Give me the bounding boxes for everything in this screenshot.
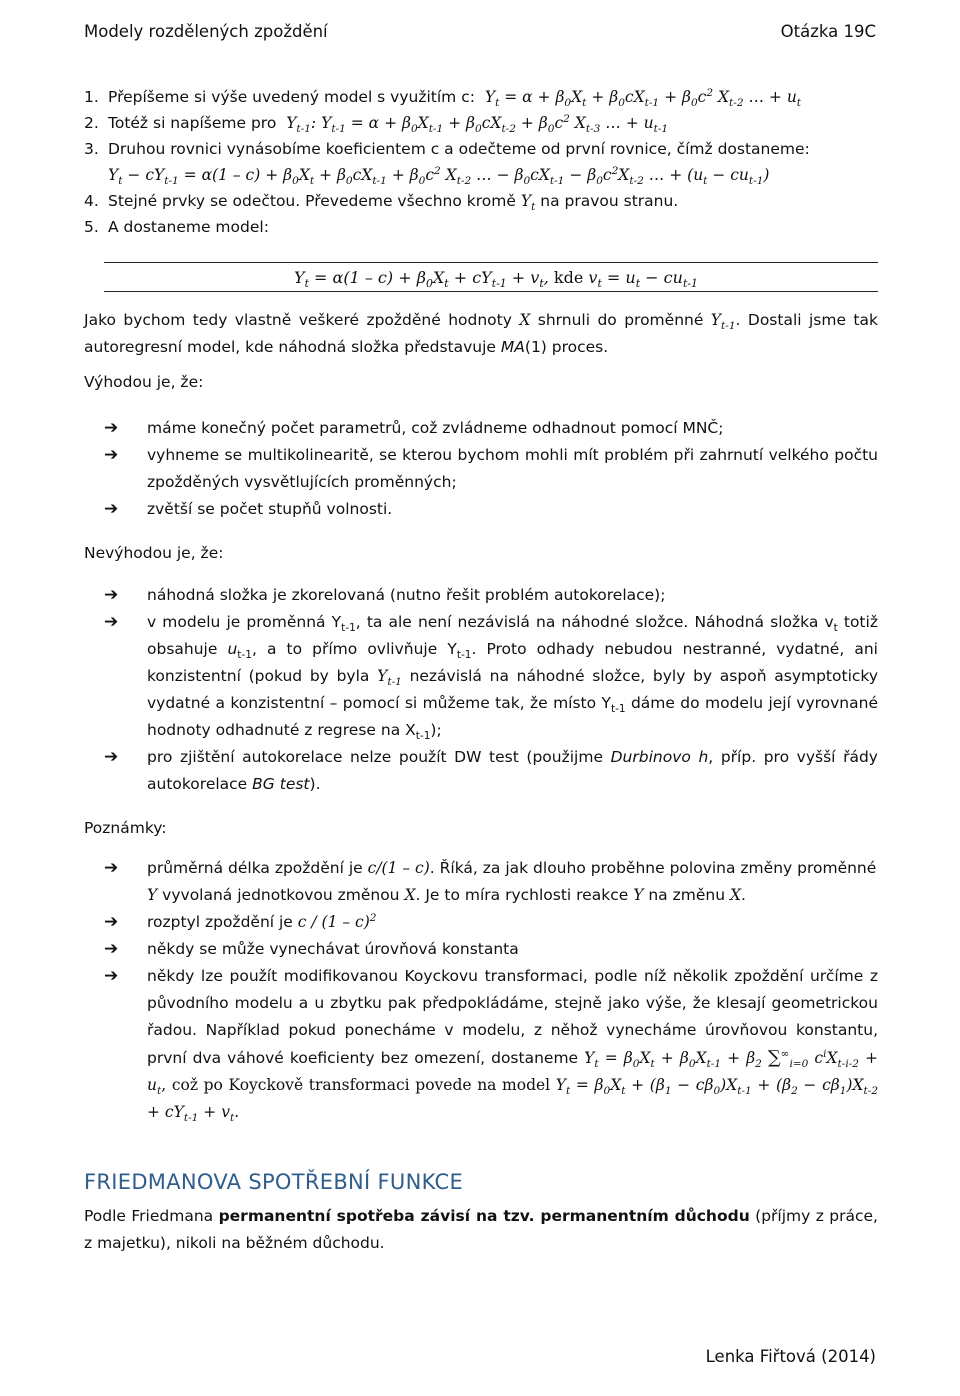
list-item: ➔ máme konečný počet parametrů, což zvládneme odhadnout pomocí MNČ; bbox=[104, 415, 878, 442]
numbered-list bbox=[84, 84, 878, 240]
arrow-icon: ➔ bbox=[104, 858, 119, 878]
arrow-icon: ➔ bbox=[104, 747, 119, 767]
arrow-icon: ➔ bbox=[104, 939, 119, 959]
header-right: Otázka 19C bbox=[780, 22, 876, 41]
header-left: Modely rozdělených zpoždění bbox=[84, 22, 328, 41]
section-title: FRIEDMANOVA SPOTŘEBNÍ FUNKCE bbox=[84, 1170, 464, 1194]
disadvantages-title: Nevýhodou je, že: bbox=[84, 544, 224, 562]
list-item: ➔ v modelu je proměnná $Y_{t-1}$, ta ale není nezávislá na náhodné složce. Náhodná složka $v_t$ totiž obsahuje $u_{t-1}$, a to přímo ovlivňuje $Y_{t-1}$. Proto odhady nebudou nestranné, vydatné, ani konzistentní (pokud by byla $Y_{t-1}$ nezávislá na náhodné složce, byly by aspoň asymptoticky vydatné a konzistentní – pomocí si můžeme tak, že místo $Y_{t-1}$ dáme do modelu její vyrovnané hodnoty odhadnuté z regrese na $X_{t-1}$); bbox=[104, 609, 878, 744]
list-item: 1. Přepíšeme si výše uvedený model s využitím c: $Y_t = \alpha + \beta_0X_t + \beta_0cX_{t-1} + \beta_0c^2$ $X_{t-2}$ … + $u_t$ bbox=[84, 86, 802, 110]
arrow-icon: ➔ bbox=[104, 585, 119, 605]
list-item: 3. Druhou rovnici vynásobíme koeficientem c a odečteme od první rovnice, čímž dostaneme: bbox=[84, 140, 810, 158]
list-item: ➔ náhodná složka je zkorelovaná (nutno řešit problém autokorelace); bbox=[104, 582, 878, 609]
list-item: ➔ pro zjištění autokorelace nelze použít DW test (použijme Durbinovo h, příp. pro vyšší řády autokorelace BG test). bbox=[104, 744, 878, 798]
list-item: ➔ někdy lze použít modifikovanou Koyckovu transformaci, podle níž několik zpoždění určíme z původního modelu a u zbytku pak předpokládáme, stejně jako výše, že klesají geometrickou řadou. Například pokud ponecháme v modelu, z něhož vynecháme úrovňovou konstantu, první dva váhové koeficienty bez omezení, dostaneme $Y_t = \beta_0X_t + \beta_0X_{t-1} + \beta_2$ $\sum^\infty_{i=0}$ $c^iX_{t-i-2} + u_t$, což po Koyckově transformaci povede na model $Y_t = \beta_0X_t + (\beta_1 - c\beta_0)X_{t-1} + (\beta_2 - c\beta_1)X_{t-2} + cY_{t-1} + v_t$. bbox=[104, 963, 878, 1126]
arrow-icon: ➔ bbox=[104, 418, 119, 438]
equation-difference: $Y_t - cY_{t-1} = \alpha(1 - c) + \beta_0X_t + \beta_0cX_{t-1} + \beta_0c^2$ $X_{t-2}$ … − $\beta_0cX_{t-1} - \beta_0c^2X_{t-2}$ … + $(u_t - cu_{t-1})$ bbox=[108, 164, 770, 188]
paragraph-autoregressive: Jako bychom tedy vlastně veškeré zpožděné hodnoty X shrnuli do proměnné $Y_{t-1}$. Dostali jsme tak autoregresní model, kde náhodná složka představuje MA(1) proces. bbox=[84, 311, 878, 356]
list-item: 2. Totéž si napíšeme pro $Y_{t-1}$: $Y_{t-1} = \alpha + \beta_0X_{t-1} + \beta_0cX_{t-2} + \beta_0c^2$ $X_{t-3}$ … + $u_{t-1}$ bbox=[84, 112, 669, 136]
list-item: ➔ někdy se může vynechávat úrovňová konstanta bbox=[104, 936, 878, 963]
arrow-icon: ➔ bbox=[104, 499, 119, 519]
model-equation: $Y_t = \alpha(1 - c) + \beta_0X_t + cY_{t-1} + v_t$, kde $v_t = u_t - cu_{t-1}$ bbox=[294, 268, 698, 291]
list-item: ➔ zvětší se počet stupňů volnosti. bbox=[104, 496, 878, 523]
arrow-icon: ➔ bbox=[104, 612, 119, 632]
list-item: ➔ průměrná délka zpoždění je c/(1 – c). Říká, za jak dlouho proběhne polovina změny proměnné Y vyvolaná jednotkovou změnou X. Je to míra rychlosti reakce Y na změnu X. bbox=[104, 855, 878, 909]
footer-author: Lenka Fiřtová (2014) bbox=[705, 1347, 876, 1366]
list-item: ➔ rozptyl zpoždění je c / (1 – c)$^2$ bbox=[104, 909, 878, 936]
advantages-title: Výhodou je, že: bbox=[84, 373, 204, 391]
notes-list bbox=[104, 855, 878, 1126]
disadvantages-list bbox=[104, 582, 878, 798]
advantages-list bbox=[104, 415, 878, 523]
arrow-icon: ➔ bbox=[104, 912, 119, 932]
model-box bbox=[104, 262, 878, 292]
list-item: 4. Stejné prvky se odečtou. Převedeme všechno kromě $Y_t$ na pravou stranu. bbox=[84, 192, 679, 214]
equation: $Y_t = \alpha + \beta_0X_t + \beta_0cX_{t-1} + \beta_0c^2$ $X_{t-2}$ … + $u_t$ bbox=[484, 86, 802, 110]
section-paragraph: Podle Friedmana permanentní spotřeba závisí na tzv. permanentním důchodu (příjmy z práce, z majetku), nikoli na běžném důchodu. bbox=[84, 1207, 878, 1252]
list-item: 5. A dostaneme model: bbox=[84, 218, 269, 236]
notes-title: Poznámky: bbox=[84, 819, 167, 837]
list-item: ➔ vyhneme se multikolinearitě, se kterou bychom mohli mít problém při zahrnutí velkého počtu zpožděných vysvětlujících proměnných; bbox=[104, 442, 878, 496]
arrow-icon: ➔ bbox=[104, 966, 119, 986]
arrow-icon: ➔ bbox=[104, 445, 119, 465]
